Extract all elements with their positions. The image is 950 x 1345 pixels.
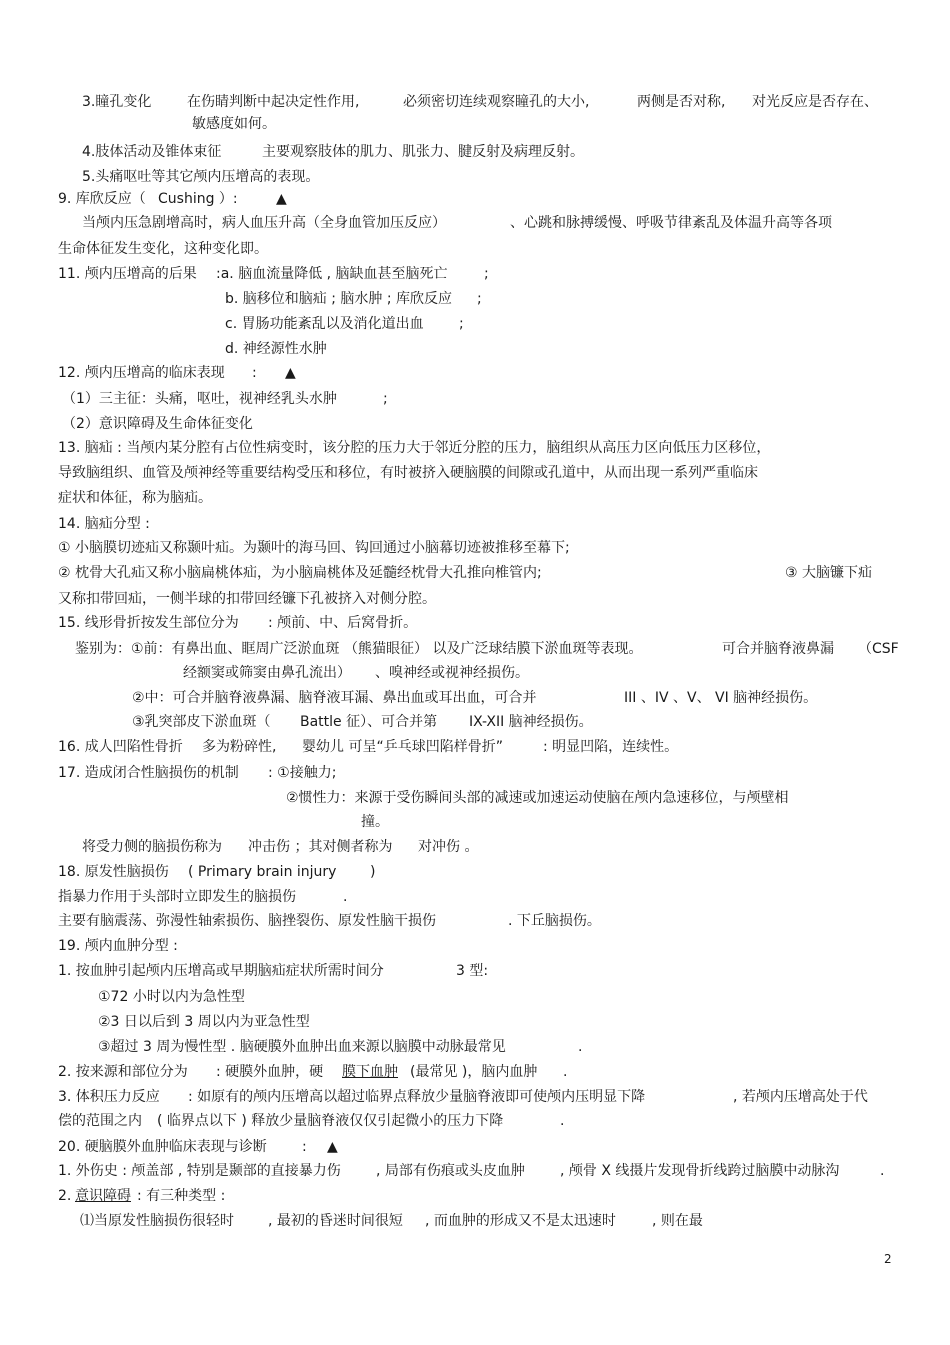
- text-line-5-segment-3: ▲: [276, 191, 287, 207]
- text-line-32-segment-2: ( Primary brain injury: [188, 864, 337, 880]
- text-line-44-segment-2: , 局部有伤痕或头皮血肿: [376, 1163, 525, 1179]
- text-line-1-segment-2: 在伤睛判断中起决定性作用,: [187, 94, 360, 110]
- text-line-36-segment-2: 3 型:: [456, 963, 489, 979]
- text-line-45-segment-2: 意识障碍: [75, 1188, 131, 1204]
- text-line-12-segment-1: 12. 颅内压增高的临床表现: [58, 365, 225, 381]
- text-line-33-segment-1: 指暴力作用于头部时立即发生的脑损伤: [58, 889, 296, 905]
- text-line-36-segment-1: 1. 按血肿引起颅内压增高或早期脑疝症状所需时间分: [58, 963, 384, 979]
- text-line-12-segment-2: :: [252, 365, 257, 381]
- text-line-13-segment-1: （1）三主征：头痛，呕吐，视神经乳头水肿: [62, 391, 337, 407]
- text-line-43-segment-2: :: [302, 1139, 307, 1155]
- text-line-26-segment-3: IX-XII 脑神经损伤。: [469, 714, 593, 730]
- text-line-10-segment-1: c. 胃肠功能紊乱以及消化道出血: [225, 316, 424, 332]
- text-line-8-segment-1: 11. 颅内压增高的后果: [58, 266, 197, 282]
- text-line-25-segment-1: ②中：可合并脑脊液鼻漏、脑脊液耳漏、鼻出血或耳出血，可合并: [132, 690, 537, 706]
- text-line-42-segment-2: ( 临界点以下 ) 释放少量脑脊液仅仅引起微小的压力下降: [157, 1113, 504, 1129]
- text-line-28-segment-2: : ①接触力;: [268, 765, 337, 781]
- text-line-24-segment-1: 经额窦或筛窦由鼻孔流出）: [183, 665, 351, 681]
- text-line-3-segment-2: 主要观察肢体的肌力、肌张力、腱反射及病理反射。: [262, 144, 584, 160]
- text-line-26-segment-1: ③乳突部皮下淤血斑（: [132, 714, 271, 730]
- text-line-40-segment-5: .: [563, 1064, 568, 1080]
- text-line-1-segment-3: 必须密切连续观察瞳孔的大小,: [403, 94, 590, 110]
- text-line-1-segment-1: 3.瞳孔变化: [82, 94, 152, 110]
- text-line-42-segment-3: .: [560, 1113, 565, 1129]
- text-line-21-segment-1: 又称扣带回疝，一侧半球的扣带回经镰下孔被挤入对侧分腔。: [58, 591, 436, 607]
- text-line-31-segment-3: 对冲伤 。: [418, 839, 479, 855]
- text-line-23-segment-2: 可合并脑脊液鼻漏: [722, 641, 834, 657]
- text-line-42-segment-1: 偿的范围之内: [58, 1113, 142, 1129]
- text-line-33-segment-2: .: [343, 889, 348, 905]
- page-number: 2: [884, 1252, 892, 1266]
- text-line-39-segment-1: ③超过 3 周为慢性型 . 脑硬膜外血肿出血来源以脑膜中动脉最常见: [98, 1039, 506, 1055]
- text-line-31-segment-1: 将受力侧的脑损伤称为: [82, 839, 222, 855]
- text-line-40-segment-1: 2. 按来源和部位分为: [58, 1064, 188, 1080]
- text-line-27-segment-1: 16. 成人凹陷性骨折: [58, 739, 183, 755]
- text-line-34-segment-1: 主要有脑震荡、弥漫性轴索损伤、脑挫裂伤、原发性脑干损伤: [58, 913, 436, 929]
- text-line-23-segment-3: （CSF: [858, 641, 899, 657]
- text-line-32-segment-1: 18. 原发性脑损伤: [58, 864, 169, 880]
- text-line-27-segment-4: : 明显凹陷，连续性。: [543, 739, 679, 755]
- text-line-18-segment-1: 14. 脑疝分型 :: [58, 516, 150, 532]
- text-line-38-segment-1: ②3 日以后到 3 周以内为亚急性型: [98, 1014, 310, 1030]
- text-line-7-segment-1: 生命体征发生变化，这种变化即。: [58, 241, 268, 257]
- text-line-20-segment-1: ② 枕骨大孔疝又称小脑扁桃体疝，为小脑扁桃体及延髓经枕骨大孔推向椎管内;: [58, 565, 542, 581]
- text-line-45-segment-1: 2.: [58, 1188, 72, 1204]
- text-line-14-segment-1: （2）意识障碍及生命体征变化: [62, 416, 253, 432]
- text-line-19-segment-1: ① 小脑膜切迹疝又称颞叶疝。为颞叶的海马回、钩回通过小脑幕切迹被推移至幕下;: [58, 540, 570, 556]
- text-line-43-segment-3: ▲: [327, 1139, 338, 1155]
- text-line-37-segment-1: ①72 小时以内为急性型: [98, 989, 245, 1005]
- text-line-2-segment-1: 敏感度如何。: [192, 116, 276, 132]
- text-line-35-segment-1: 19. 颅内血肿分型 :: [58, 938, 178, 954]
- text-line-24-segment-2: 、嗅神经或视神经损伤。: [375, 665, 529, 681]
- text-line-9-segment-2: ;: [477, 291, 482, 307]
- text-line-8-segment-3: ;: [484, 266, 489, 282]
- text-line-44-segment-1: 1. 外伤史 : 颅盖部 , 特别是颞部的直接暴力伤: [58, 1163, 341, 1179]
- text-line-6-segment-2: 、心跳和脉搏缓慢、呼吸节律紊乱及体温升高等各项: [510, 215, 832, 231]
- text-line-15-segment-1: 13. 脑疝 : 当颅内某分腔有占位性病变时，该分腔的压力大于邻近分腔的压力，脑组织从高压力区向低压力区移位，: [58, 440, 771, 456]
- text-line-43-segment-1: 20. 硬脑膜外血肿临床表现与诊断: [58, 1139, 267, 1155]
- text-line-41-segment-1: 3. 体积压力反应: [58, 1089, 160, 1105]
- text-line-46-segment-2: , 最初的昏迷时间很短: [268, 1213, 403, 1229]
- text-line-11-segment-1: d. 神经源性水肿: [225, 341, 327, 357]
- text-line-32-segment-3: ): [370, 864, 376, 880]
- text-line-30-segment-1: 撞。: [361, 814, 389, 830]
- text-line-1-segment-5: 对光反应是否存在、: [752, 94, 878, 110]
- text-line-9-segment-1: b. 脑移位和脑疝 ; 脑水肿 ; 库欣反应: [225, 291, 453, 307]
- text-line-10-segment-2: ;: [459, 316, 464, 332]
- text-line-44-segment-4: .: [880, 1163, 885, 1179]
- text-line-3-segment-1: 4.肢体活动及锥体束征: [82, 144, 222, 160]
- text-line-12-segment-3: ▲: [285, 365, 296, 381]
- text-line-40-segment-3: 膜下血肿: [342, 1064, 398, 1080]
- text-line-25-segment-2: III 、IV 、V、 VI 脑神经损伤。: [624, 690, 818, 706]
- text-line-5-segment-2: Cushing ）:: [158, 191, 238, 207]
- text-line-20-segment-2: ③ 大脑镰下疝: [785, 565, 873, 581]
- text-line-28-segment-1: 17. 造成闭合性脑损伤的机制: [58, 765, 239, 781]
- text-line-40-segment-2: : 硬膜外血肿，硬: [216, 1064, 324, 1080]
- text-line-46-segment-3: , 而血肿的形成又不是太迅速时: [425, 1213, 616, 1229]
- text-line-22-segment-1: 15. 线形骨折按发生部位分为: [58, 615, 239, 631]
- text-line-27-segment-2: 多为粉碎性,: [202, 739, 277, 755]
- text-line-6-segment-1: 当颅内压急剧增高时，病人血压升高（全身血管加压反应）: [82, 215, 446, 231]
- text-line-29-segment-1: ②惯性力：来源于受伤瞬间头部的减速或加速运动使脑在颅内急速移位，与颅壁相: [286, 790, 789, 806]
- text-line-39-segment-2: .: [578, 1039, 583, 1055]
- text-line-16-segment-1: 导致脑组织、血管及颅神经等重要结构受压和移位，有时被挤入硬脑膜的间隙或孔道中，从而出现一系列严重临床: [58, 465, 758, 481]
- text-line-44-segment-3: , 颅骨 X 线摄片发现骨折线跨过脑膜中动脉沟: [560, 1163, 840, 1179]
- text-line-4-segment-1: 5.头痛呕吐等其它颅内压增高的表现。: [82, 169, 320, 185]
- text-line-1-segment-4: 两侧是否对称,: [637, 94, 726, 110]
- text-line-13-segment-2: ;: [383, 391, 388, 407]
- text-line-41-segment-2: : 如原有的颅内压增高以超过临界点释放少量脑脊液即可使颅内压明显下降: [188, 1089, 646, 1105]
- text-line-31-segment-2: 冲击伤 ；其对侧者称为: [248, 839, 393, 855]
- text-line-40-segment-4: (最常见 )，脑内血肿: [410, 1064, 538, 1080]
- text-line-46-segment-4: , 则在最: [652, 1213, 703, 1229]
- text-line-27-segment-3: 婴幼儿 可呈“乒乓球凹陷样骨折”: [302, 739, 503, 755]
- text-line-5-segment-1: 9. 库欣反应（: [58, 191, 146, 207]
- text-line-23-segment-1: 鉴别为：①前：有鼻出血、眶周广泛淤血斑 （熊猫眼征） 以及广泛球结膜下淤血斑等表现。: [75, 641, 643, 657]
- text-line-8-segment-2: :a. 脑血流量降低 , 脑缺血甚至脑死亡: [216, 266, 448, 282]
- text-line-22-segment-2: : 颅前、中、后窝骨折。: [268, 615, 418, 631]
- text-line-46-segment-1: ⑴当原发性脑损伤很轻时: [80, 1213, 234, 1229]
- text-line-41-segment-3: , 若颅内压增高处于代: [733, 1089, 868, 1105]
- text-line-26-segment-2: Battle 征）、可合并第: [300, 714, 438, 730]
- text-line-34-segment-2: . 下丘脑损伤。: [508, 913, 601, 929]
- text-line-45-segment-3: : 有三种类型 :: [137, 1188, 226, 1204]
- text-line-17-segment-1: 症状和体征，称为脑疝。: [58, 490, 212, 506]
